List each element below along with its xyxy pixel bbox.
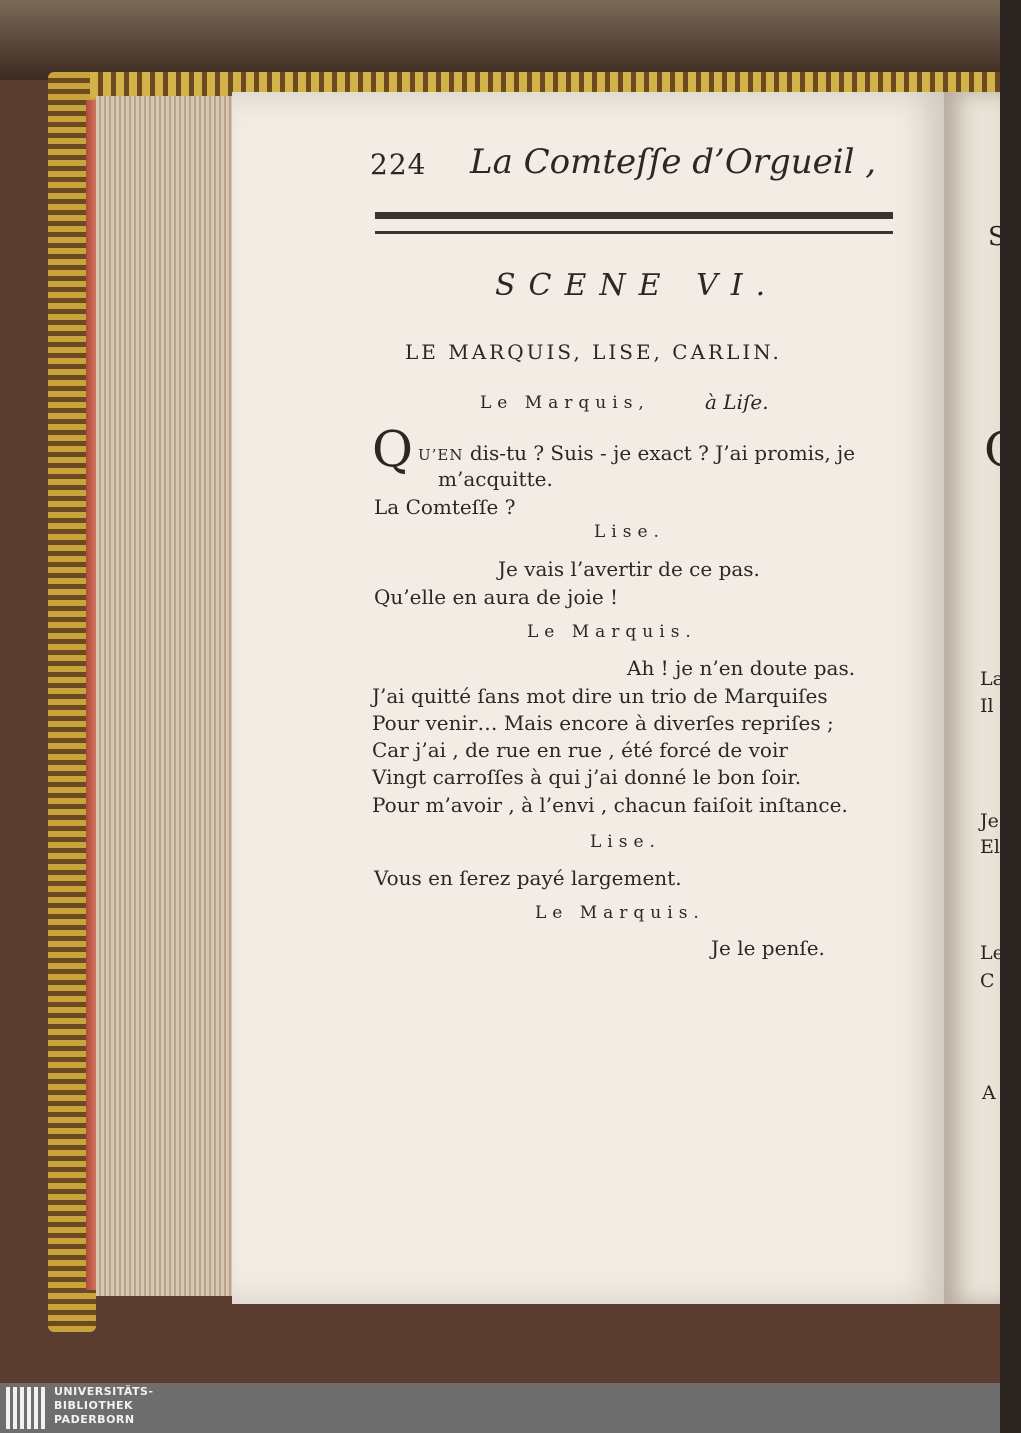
facing-fragment: A	[982, 1082, 996, 1104]
verse-line: Je vais l’avertir de ce pas.	[498, 557, 760, 581]
speaker-label: Le Marquis.	[535, 903, 705, 923]
speaker-label: Lise.	[590, 832, 661, 852]
cast-list: LE MARQUIS, LISE, CARLIN.	[405, 340, 782, 364]
header-rule-thick	[375, 212, 893, 219]
verse-line: Pour venir… Mais encore à diverſes repriſes ;	[372, 711, 834, 735]
verse-line: Je le penſe.	[711, 936, 825, 960]
library-name-line: BIBLIOTHEK	[54, 1399, 134, 1412]
library-name-line: UNIVERSITÄTS-	[54, 1385, 154, 1398]
stage-direction: à Liſe.	[705, 390, 769, 414]
facing-fragment: C	[980, 970, 995, 992]
facing-fragment: Je	[980, 810, 999, 832]
page-number: 224	[370, 148, 427, 181]
facing-fragment: La	[980, 668, 1004, 690]
drop-cap: Q	[372, 420, 413, 478]
speaker-label: Le Marquis,	[480, 393, 650, 413]
verse-line: m’acquitte.	[438, 467, 553, 491]
verse-line: La Comteſſe ?	[374, 495, 516, 519]
verse-small-caps: U’EN	[418, 446, 464, 464]
library-logo-icon	[6, 1387, 46, 1429]
verse-line: Qu’elle en aura de joie !	[374, 585, 619, 609]
verse-line: Vingt carroſſes à qui j’ai donné le bon ſoir.	[372, 765, 802, 789]
facing-fragment: El	[980, 836, 1000, 858]
facing-fragment: C	[984, 422, 1021, 478]
facing-fragment: Le	[980, 942, 1004, 964]
verse-line	[418, 441, 855, 465]
verse-line: Vous en ſerez payé largement.	[374, 866, 682, 890]
facing-fragment: Il	[980, 695, 994, 717]
verse-line: J’ai quitté ſans mot dire un trio de Marquiſes	[372, 684, 828, 708]
page-stack	[96, 96, 232, 1296]
scene-heading: SCENE VI.	[495, 268, 779, 303]
speaker-label: Lise.	[594, 522, 665, 542]
verse-line: Car j’ai , de rue en rue , été forcé de voir	[372, 738, 788, 762]
running-title: La Comteſſe d’Orgueil ,	[470, 142, 877, 182]
facing-fragment: S	[988, 222, 1006, 252]
verse-line: Pour m’avoir , à l’envi , chacun faiſoit inſtance.	[372, 793, 848, 817]
library-footer	[0, 1383, 1000, 1433]
header-rule-thin	[375, 231, 893, 234]
verse-text: dis-tu ? Suis - je exact ? J’ai promis, je	[469, 441, 856, 465]
verse-line: Ah ! je n’en doute pas.	[627, 656, 856, 680]
speaker-label: Le Marquis.	[527, 622, 697, 642]
facing-page	[944, 92, 1021, 1304]
library-name-line: PADERBORN	[54, 1413, 135, 1426]
background-strip	[0, 0, 1000, 80]
